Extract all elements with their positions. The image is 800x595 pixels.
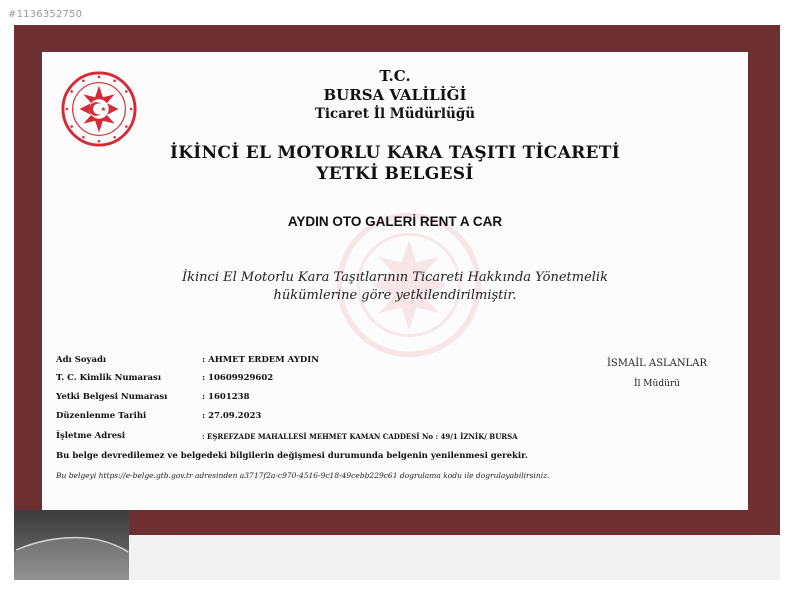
field-label: Adı Soyadı [56,355,107,365]
header-governorship: BURSA VALİLİĞİ [323,86,467,104]
company-name: AYDIN OTO GALERİ RENT A CAR [287,214,503,229]
field-value: : 10609929602 [202,373,274,383]
field-value: : AHMET ERDEM AYDIN [202,355,320,365]
header-country: T.C. [379,67,411,85]
field-value: : 27.09.2023 [202,411,262,421]
certificate-paper [42,52,748,510]
signer-name: İSMAİL ASLANLAR [606,358,708,369]
field-label: Yetki Belgesi Numarası [56,392,168,402]
field-label: İşletme Adresi [56,431,126,441]
verification-note: Bu belgeyi https://e-belge.gtb.gov.tr adresinden a3717f2a-c970-4516-9c18-49cebb229c61 dogrulama kodu ile dogrulayabilirsiniz. [56,471,550,480]
field-value: : 1601238 [202,392,250,402]
listing-id: #1136352750 [8,9,83,20]
field-label: T. C. Kimlik Numarası [56,373,162,383]
car-thumbnail-image[interactable] [14,510,129,580]
field-label: Düzenlenme Tarihi [56,411,147,421]
transfer-note: Bu belge devredilemez ve belgedeki bilgilerin değişmesi durumunda belgenin yenilenmesi gerekir. [56,451,528,461]
field-value: : EŞREFZADE MAHALLESİ MEHMET KAMAN CADDESİ No : 49/1 İZNİK/ BURSA [202,432,518,441]
certificate-title-line2: YETKİ BELGESİ [316,164,474,184]
header-directorate: Ticaret İl Müdürlüğü [314,106,476,122]
ministry-watermark-icon [334,210,484,360]
signer-title: İl Müdürü [634,379,680,389]
authorization-statement-line1: İkinci El Motorlu Kara Taşıtlarının Ticareti Hakkında Yönetmelik [182,270,608,285]
certificate-title-line1: İKİNCİ EL MOTORLU KARA TAŞITI TİCARETİ [169,143,620,163]
authorization-statement-line2: hükümlerine göre yetkilendirilmiştir. [273,288,517,303]
